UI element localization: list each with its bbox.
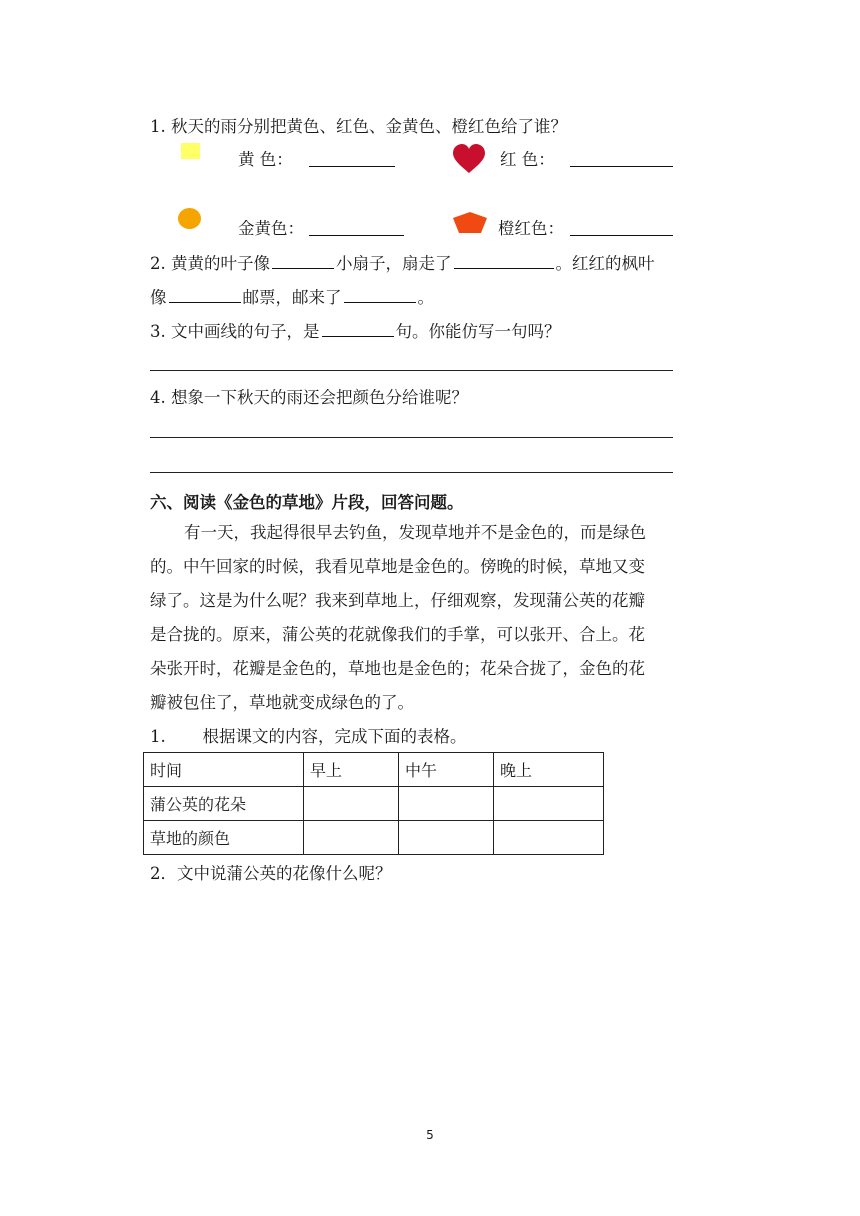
section6-q2: 2．文中说蒲公英的花像什么呢？: [150, 864, 392, 883]
section6-q1: 1. 根据课文的内容，完成下面的表格。: [150, 727, 467, 746]
yellow-square-icon: [181, 143, 200, 159]
q3-text-a: 3. 文中画线的句子，是: [150, 322, 320, 341]
q4-answer-line-2[interactable]: [150, 472, 673, 473]
table-answer-cell[interactable]: [494, 787, 604, 821]
table-header-cell: 晚上: [494, 753, 604, 787]
q3-line: [150, 320, 561, 343]
label-yellow: 黄 色：: [238, 150, 293, 169]
q2-line1: [150, 252, 655, 275]
q2-blank-2[interactable]: [454, 252, 554, 269]
passage-line: 瓣被包住了，草地就变成绿色的了。: [150, 693, 414, 712]
table-answer-cell[interactable]: [304, 787, 399, 821]
answer-blank-golden[interactable]: [309, 219, 404, 236]
table-row: [144, 787, 604, 821]
q2-text-b: 小扇子，扇走了: [336, 254, 452, 273]
q2-text-c: 。红红的枫叶: [555, 254, 655, 273]
section6-heading: 六、阅读《金色的草地》片段，回答问题。: [150, 493, 464, 512]
passage-line: 是合拢的。原来，蒲公英的花就像我们的手掌，可以张开、合上。花: [150, 625, 645, 644]
q2-line2: [150, 286, 434, 309]
table-answer-cell[interactable]: [304, 821, 399, 855]
label-golden: 金黄色：: [238, 219, 304, 238]
table-row-label: 蒲公英的花朵: [144, 787, 304, 821]
q1-question: 1. 秋天的雨分别把黄色、红色、金黄色、橙红色给了谁？: [150, 117, 567, 136]
table-header-cell: 中午: [399, 753, 494, 787]
table-row: [144, 821, 604, 855]
table-header-row: [144, 753, 604, 787]
orange-pentagon-icon: [452, 212, 488, 234]
table-header-cell: 时间: [144, 753, 304, 787]
label-orange: 橙红色：: [498, 219, 564, 238]
answer-table: [143, 752, 604, 855]
golden-circle-icon: [178, 208, 201, 229]
red-heart-icon: [452, 144, 486, 174]
q2-blank-4[interactable]: [344, 286, 416, 303]
answer-blank-yellow[interactable]: [309, 150, 395, 167]
passage-line: 朵张开时，花瓣是金色的，草地也是金色的；花朵合拢了，金色的花: [150, 659, 645, 678]
q3-answer-line[interactable]: [150, 370, 673, 371]
q3-blank[interactable]: [322, 320, 394, 337]
q4-answer-line-1[interactable]: [150, 437, 673, 438]
q2-text-d: 像: [150, 288, 167, 307]
passage-line: 绿了。这是为什么呢？我来到草地上，仔细观察，发现蒲公英的花瓣: [150, 591, 645, 610]
q2-blank-1[interactable]: [272, 252, 334, 269]
table-answer-cell[interactable]: [399, 821, 494, 855]
answer-blank-red[interactable]: [570, 150, 673, 167]
table-answer-cell[interactable]: [494, 821, 604, 855]
table-header-cell: 早上: [304, 753, 399, 787]
label-red: 红 色：: [500, 150, 555, 169]
q2-text-a: 2. 黄黄的叶子像: [150, 254, 270, 273]
table-answer-cell[interactable]: [399, 787, 494, 821]
q3-text-b: 句。你能仿写一句吗？: [395, 322, 561, 341]
answer-blank-orange[interactable]: [570, 219, 673, 236]
q2-blank-3[interactable]: [169, 286, 241, 303]
table-row-label: 草地的颜色: [144, 821, 304, 855]
passage-line: 的。中午回家的时候，我看见草地是金色的。傍晚的时候，草地又变: [150, 557, 645, 576]
passage-line: 有一天，我起得很早去钓鱼，发现草地并不是金色的，而是绿色: [184, 523, 646, 542]
q2-text-f: 。: [417, 288, 434, 307]
q4-question: 4. 想象一下秋天的雨还会把颜色分给谁呢？: [150, 388, 468, 407]
q2-text-e: 邮票，邮来了: [242, 288, 342, 307]
page-number: 5: [426, 1128, 434, 1142]
